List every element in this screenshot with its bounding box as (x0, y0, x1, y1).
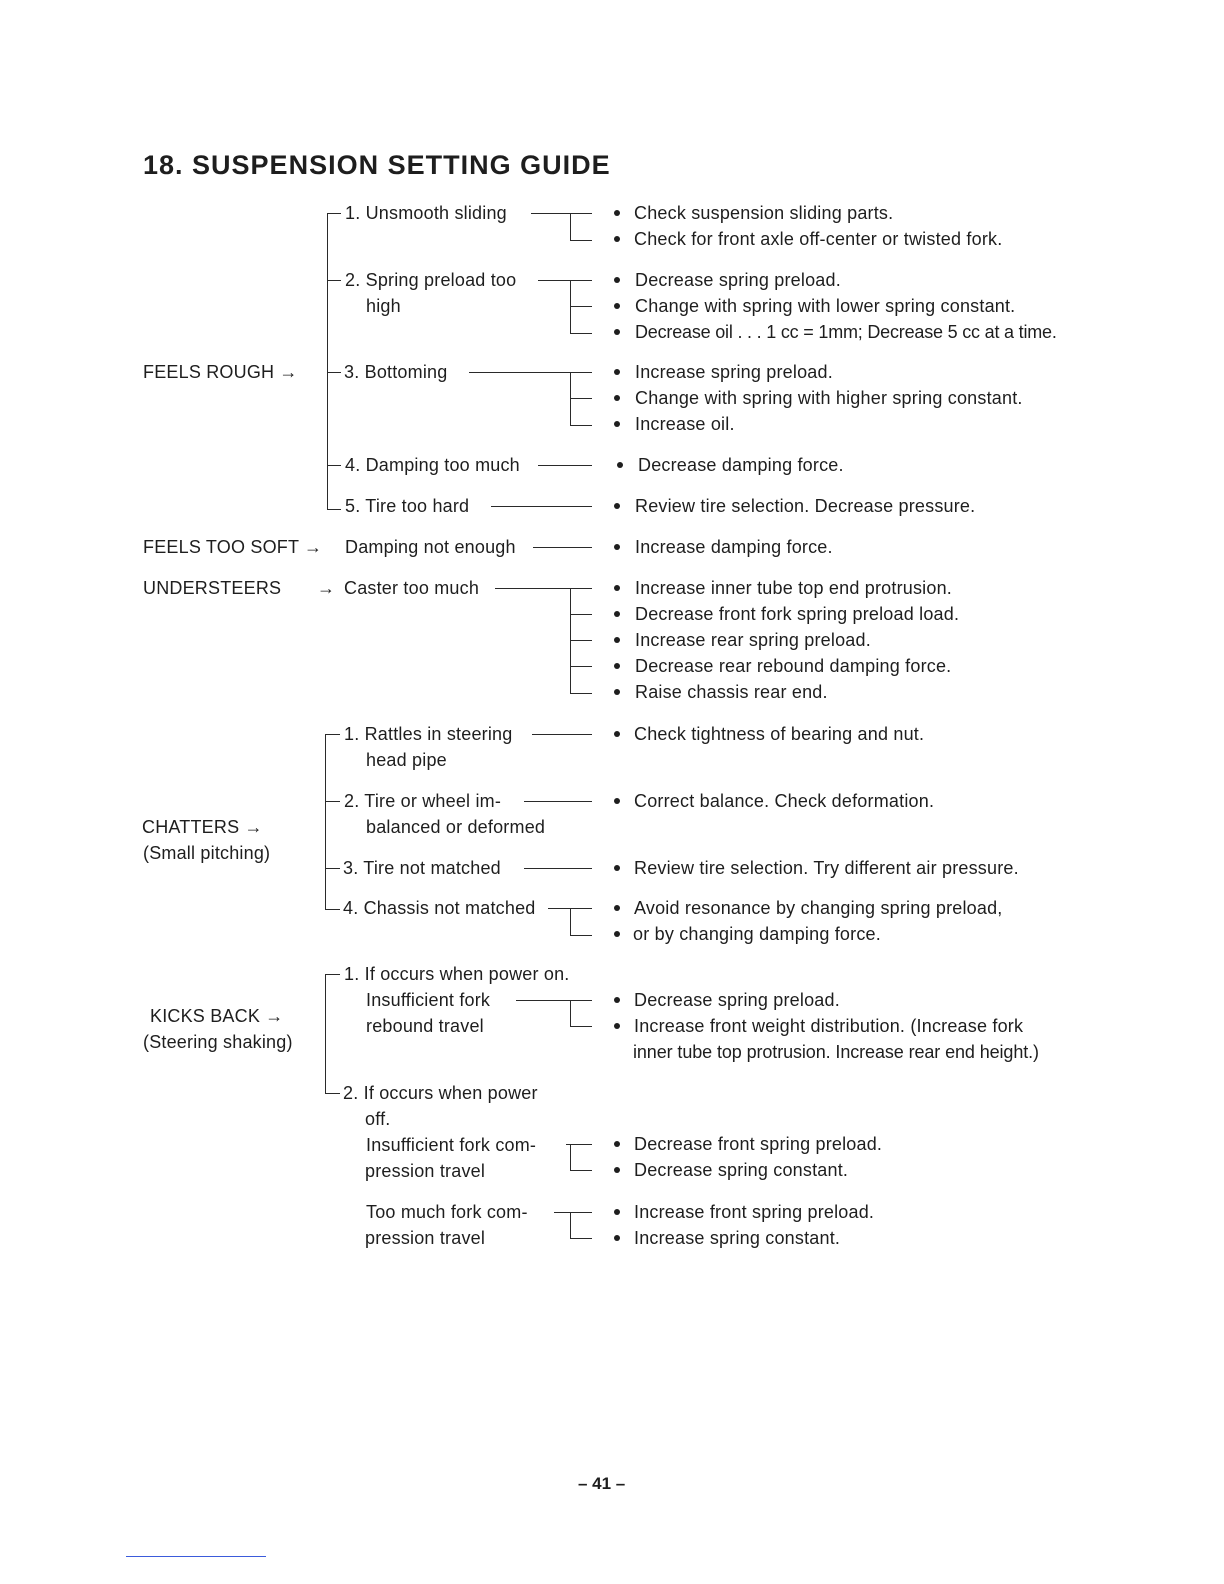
remedy-text: Increase front weight distribution. (Increase fork (634, 1016, 1024, 1036)
remedy-text: Decrease spring constant. (634, 1160, 849, 1180)
cause-label: Too much fork com- (366, 1202, 528, 1222)
connector-line (570, 614, 592, 615)
connector-line (570, 908, 571, 935)
remedy-text: Decrease rear rebound damping force. (635, 656, 952, 676)
remedy-text: Review tire selection. Try different air pressure. (634, 858, 1019, 878)
symptom-subtitle: (Steering shaking) (143, 1032, 293, 1052)
symptom-chatters: CHATTERS → (142, 817, 263, 837)
connector-line (495, 588, 592, 589)
condition-label: 1. If occurs when power on. (344, 964, 570, 984)
bracket-line (325, 974, 326, 1094)
connector-line (570, 240, 592, 241)
bracket-tick (327, 213, 341, 214)
cause-label: 3. Tire not matched (343, 858, 501, 878)
bullet-icon (614, 585, 620, 591)
connector-line (469, 372, 592, 373)
symptom-understeers: UNDERSTEERS (143, 578, 282, 598)
bracket-tick (327, 280, 341, 281)
remedy-text: Increase inner tube top end protrusion. (635, 578, 952, 598)
connector-line (570, 588, 571, 694)
connector-line (532, 734, 592, 735)
bracket-tick (327, 372, 341, 373)
bullet-icon (614, 1209, 620, 1215)
cause-label: rebound travel (366, 1016, 484, 1036)
connector-line (570, 1170, 592, 1171)
connector-line (570, 666, 592, 667)
connector-line (570, 1238, 592, 1239)
connector-line (533, 547, 592, 548)
remedy-text: Decrease front fork spring preload load. (635, 604, 960, 624)
cause-label: high (366, 296, 401, 316)
footer-rule (126, 1556, 266, 1557)
bullet-icon (614, 689, 620, 695)
bullet-icon (614, 637, 620, 643)
cause-label: balanced or deformed (366, 817, 546, 837)
connector-line (570, 425, 592, 426)
bullet-icon (614, 369, 620, 375)
bullet-icon (614, 1167, 620, 1173)
cause-label: 4. Damping too much (345, 455, 520, 475)
bracket-tick (325, 868, 340, 869)
connector-line (570, 693, 592, 694)
remedy-text: Increase spring constant. (634, 1228, 841, 1248)
symptom-subtitle: (Small pitching) (143, 843, 271, 863)
bullet-icon (614, 1023, 620, 1029)
page-title: 18. SUSPENSION SETTING GUIDE (143, 150, 611, 180)
connector-line (531, 213, 592, 214)
page-number: – 41 – (578, 1474, 626, 1493)
symptom-feels-rough: FEELS ROUGH → (143, 362, 298, 382)
connector-line (570, 1144, 571, 1170)
symptom-feels-too-soft: FEELS TOO SOFT → (143, 537, 323, 557)
connector-line (570, 398, 592, 399)
bullet-icon (614, 1141, 620, 1147)
remedy-text: or by changing damping force. (633, 924, 881, 944)
remedy-text: Decrease front spring preload. (634, 1134, 883, 1154)
remedy-text: Decrease oil . . . 1 cc = 1mm; Decrease 5 cc at a time. (635, 322, 1057, 342)
bullet-icon (614, 905, 620, 911)
bullet-icon (614, 865, 620, 871)
remedy-text: Review tire selection. Decrease pressure. (635, 496, 976, 516)
connector-line (570, 213, 571, 240)
bracket-tick (327, 509, 341, 510)
cause-label: 4. Chassis not matched (343, 898, 536, 918)
bullet-icon (614, 611, 620, 617)
cause-label: 5. Tire too hard (345, 496, 470, 516)
connector-line (570, 333, 592, 334)
cause-label: 2. Spring preload too (345, 270, 517, 290)
connector-line (570, 640, 592, 641)
cause-label: 2. Tire or wheel im- (344, 791, 502, 811)
bullet-icon (614, 931, 620, 937)
bullet-icon (614, 329, 620, 335)
connector-line (570, 935, 592, 936)
bullet-icon (614, 503, 620, 509)
connector-line (538, 280, 592, 281)
remedy-text: Increase front spring preload. (634, 1202, 875, 1222)
bullet-icon (614, 798, 620, 804)
bullet-icon (614, 997, 620, 1003)
bullet-icon (614, 663, 620, 669)
bracket-tick (327, 465, 341, 466)
bullet-icon (617, 462, 623, 468)
connector-line (524, 801, 592, 802)
cause-label: 1. Rattles in steering (344, 724, 513, 744)
cause-label: Insufficient fork com- (366, 1135, 537, 1155)
remedy-text: Avoid resonance by changing spring preload, (634, 898, 1003, 918)
remedy-text: Increase oil. (635, 414, 735, 434)
bullet-icon (614, 277, 620, 283)
remedy-text: Decrease damping force. (638, 455, 844, 475)
remedy-text: Increase rear spring preload. (635, 630, 871, 650)
connector-line (538, 465, 592, 466)
cause-label: pression travel (365, 1161, 486, 1181)
remedy-text: Increase damping force. (635, 537, 833, 557)
connector-line (570, 306, 592, 307)
remedy-text: Decrease spring preload. (634, 990, 840, 1010)
bracket-line (325, 734, 326, 910)
connector-line (570, 1026, 592, 1027)
remedy-text: Change with spring with lower spring constant. (635, 296, 1016, 316)
cause-label: 3. Bottoming (344, 362, 448, 382)
remedy-text: Raise chassis rear end. (635, 682, 828, 702)
bullet-icon (614, 1235, 620, 1241)
bullet-icon (614, 303, 620, 309)
symptom-kicks-back: KICKS BACK → (150, 1006, 284, 1026)
remedy-text: Increase spring preload. (635, 362, 833, 382)
connector-line (516, 1000, 592, 1001)
bullet-icon (614, 421, 620, 427)
cause-label: Damping not enough (345, 537, 516, 557)
remedy-text: Check suspension sliding parts. (634, 203, 894, 223)
bracket-tick (325, 974, 340, 975)
condition-label: off. (365, 1109, 391, 1129)
condition-label: 2. If occurs when power (343, 1083, 538, 1103)
arrow-icon: → (317, 578, 336, 598)
bracket-tick (325, 734, 340, 735)
cause-label: head pipe (366, 750, 447, 770)
remedy-text: Change with spring with higher spring constant. (635, 388, 1023, 408)
bullet-icon (614, 395, 620, 401)
bracket-tick (325, 1093, 340, 1094)
cause-label: Caster too much (344, 578, 480, 598)
bullet-icon (614, 544, 620, 550)
remedy-text: Check for front axle off-center or twisted fork. (634, 229, 1003, 249)
connector-line (524, 868, 592, 869)
bullet-icon (614, 210, 620, 216)
bullet-icon (614, 236, 620, 242)
cause-label: pression travel (365, 1228, 486, 1248)
connector-line (570, 1212, 571, 1238)
bullet-icon (614, 731, 620, 737)
connector-line (491, 506, 592, 507)
bracket-tick (325, 909, 340, 910)
cause-label: Insufficient fork (366, 990, 491, 1010)
remedy-text: Check tightness of bearing and nut. (634, 724, 925, 744)
remedy-text: inner tube top protrusion. Increase rear end height.) (633, 1042, 1039, 1062)
remedy-text: Correct balance. Check deformation. (634, 791, 935, 811)
connector-line (554, 1212, 592, 1213)
bracket-tick (325, 801, 340, 802)
remedy-text: Decrease spring preload. (635, 270, 841, 290)
cause-label: 1. Unsmooth sliding (345, 203, 507, 223)
connector-line (570, 1000, 571, 1026)
